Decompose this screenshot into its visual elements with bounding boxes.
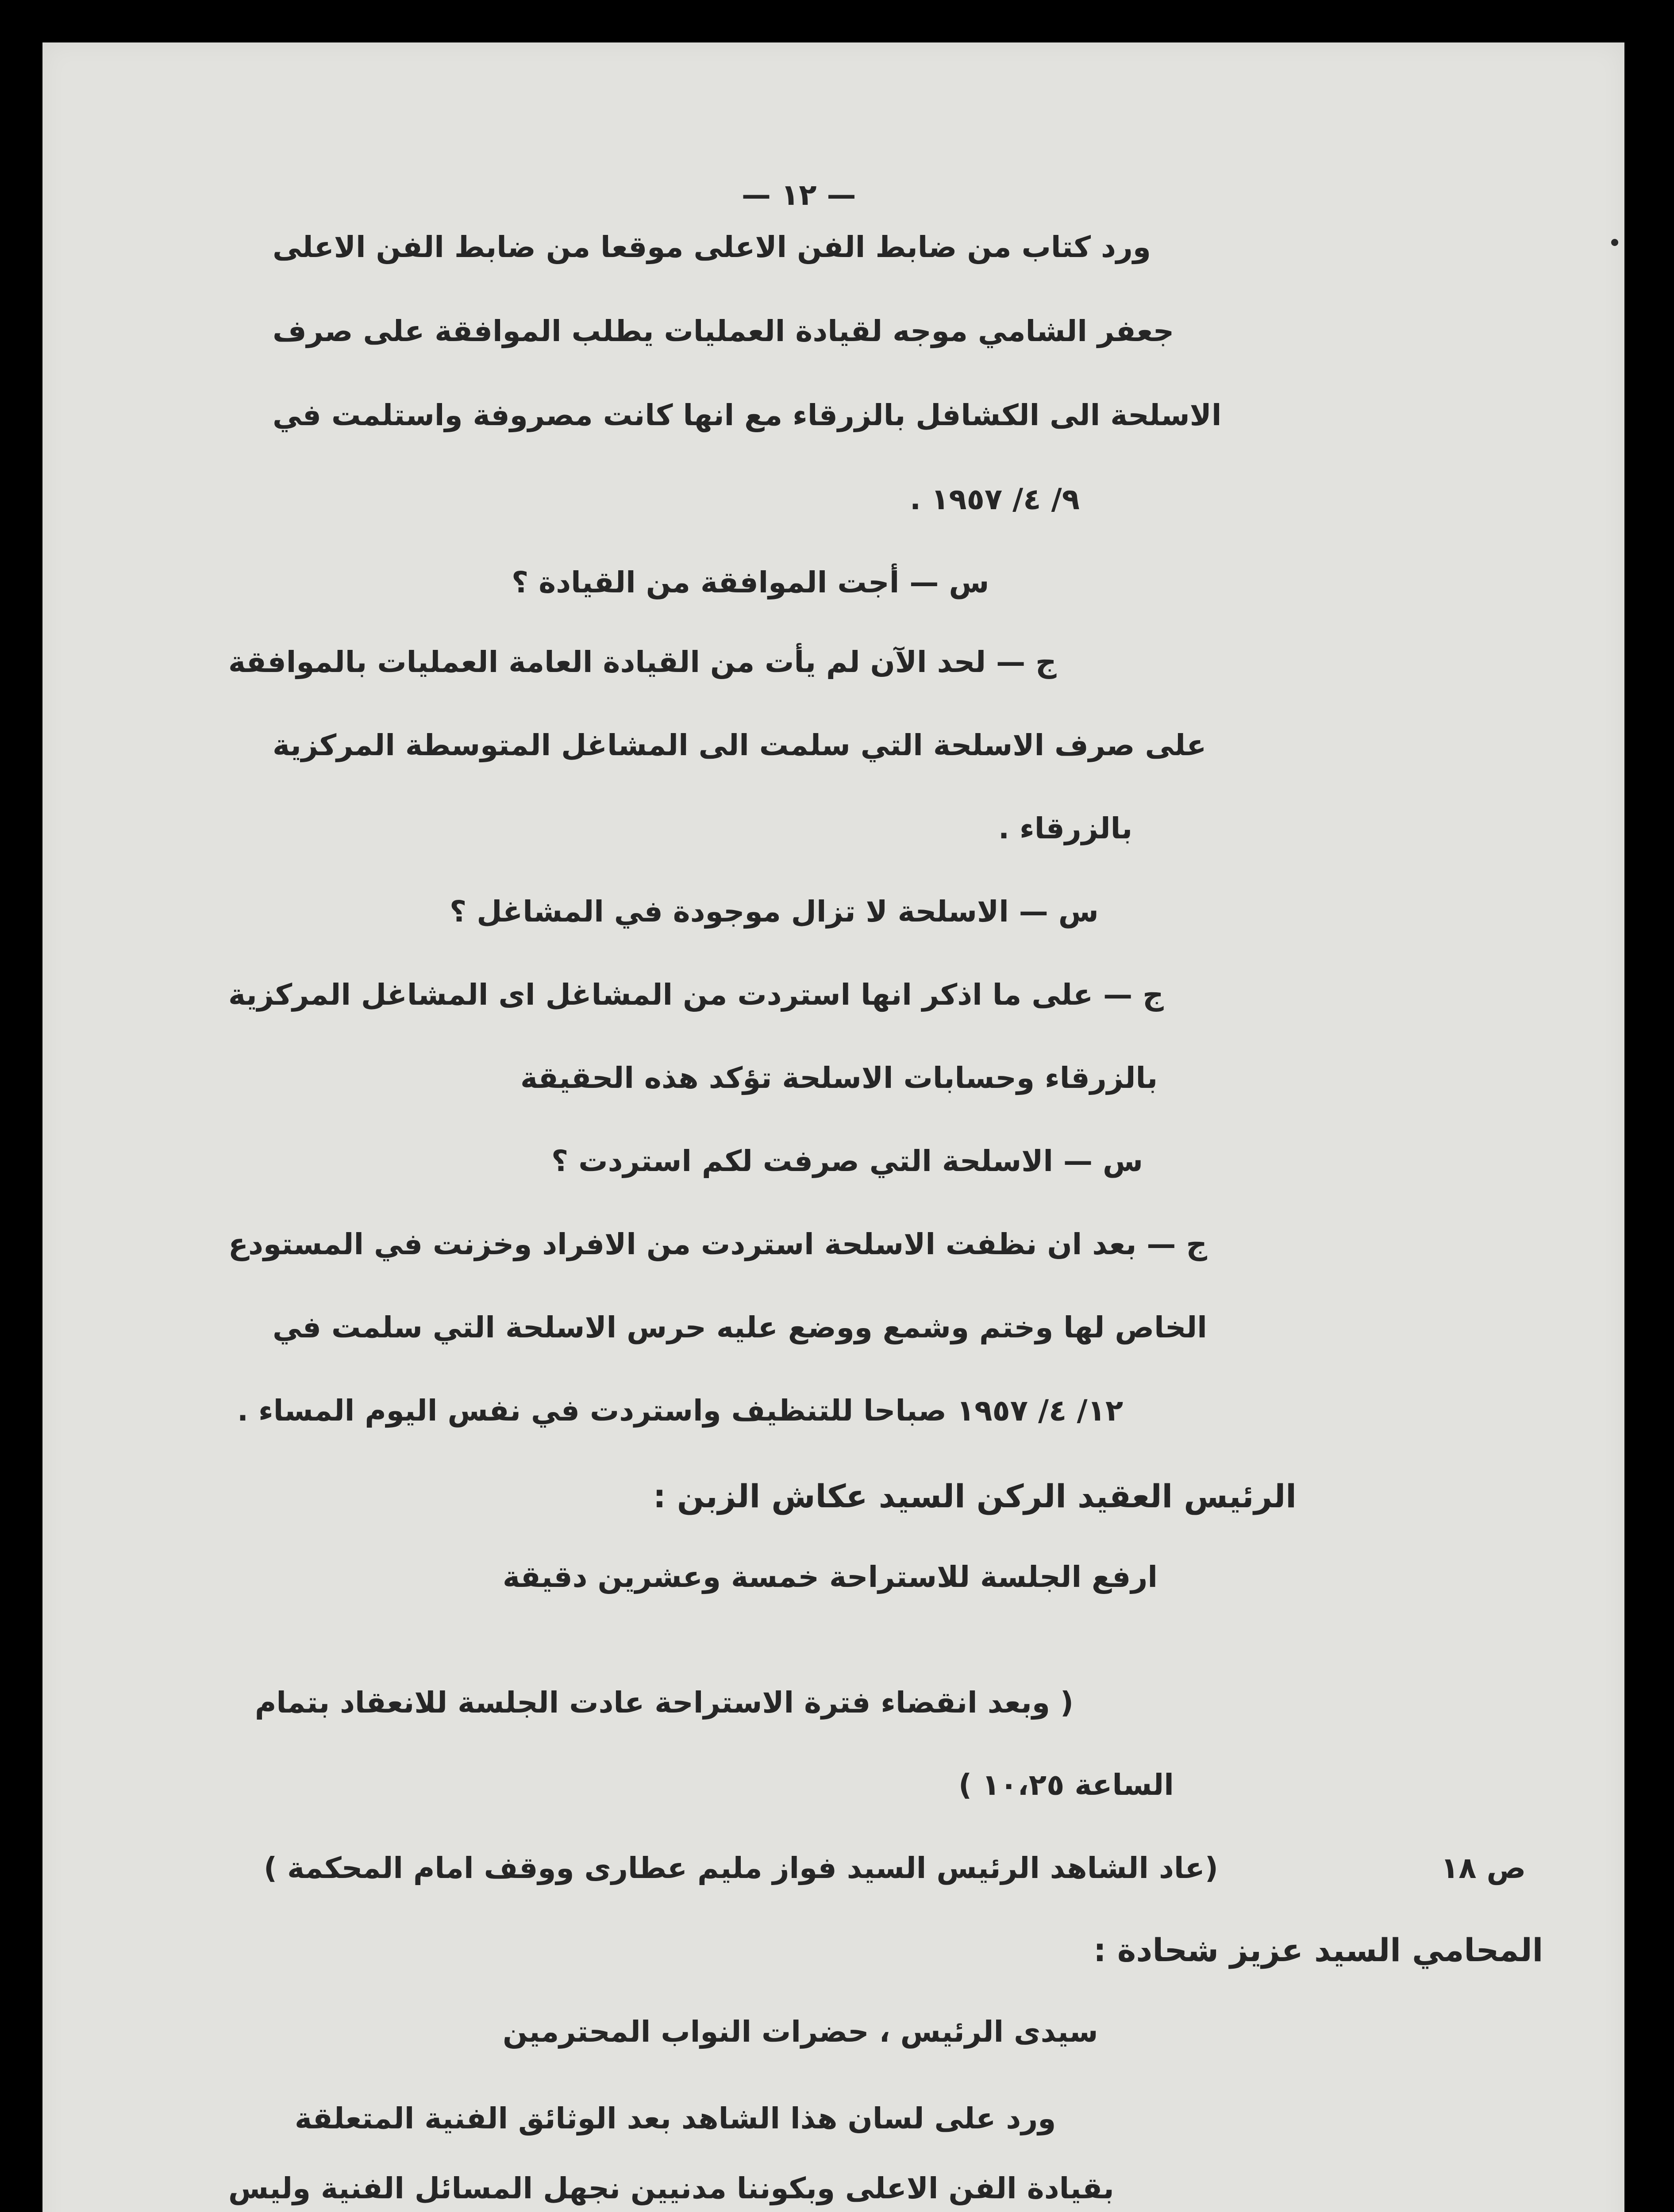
question-line-3: س — الاسلحة التي صرفت لكم استردت ؟ [551, 1144, 1143, 1178]
speaker-lawyer: المحامي السيد عزيز شحادة : [1093, 1932, 1543, 1969]
text-line-4: ٩/ ٤/ ١٩٥٧ . [910, 482, 1080, 516]
page-number: — ١٢ — [742, 178, 856, 212]
margin-dot [1611, 239, 1618, 246]
text-line-2: جعفر الشامي موجه لقيادة العمليات يطلب الموافقة على صرف [273, 314, 1174, 348]
answer-line-3: ج — بعد ان نظفت الاسلحة استردت من الافراد وخزنت في المستودع [228, 1227, 1207, 1261]
text-line-address: سيدى الرئيس ، حضرات النواب المحترمين [503, 2015, 1098, 2049]
bracket-note-2: (عاد الشاهد الرئيس السيد فواز مليم عطارى ووقف امام المحكمة ) [264, 1851, 1218, 1885]
text-line-adjourn: ارفع الجلسة للاستراحة خمسة وعشرين دقيقة [503, 1560, 1158, 1594]
text-line-3: الاسلحة الى الكشافل بالزرقاء مع انها كانت مصروفة واستلمت في [273, 398, 1222, 432]
answer-line-1c: بالزرقاء . [998, 811, 1133, 845]
margin-reference: ص ١٨ [1441, 1851, 1526, 1885]
answer-line-1b: على صرف الاسلحة التي سلمت الى المشاغل المتوسطة المركزية [273, 728, 1207, 762]
answer-line-3b: الخاص لها وختم وشمع ووضع عليه حرس الاسلحة التي سلمت في [273, 1310, 1207, 1344]
text-line-1: ورد كتاب من ضابط الفن الاعلى موقعا من ضابط الفن الاعلى [273, 230, 1151, 264]
bracket-note-1: ( وبعد انقضاء فترة الاستراحة عادت الجلسة للانعقاد بتمام [255, 1686, 1074, 1720]
document-page [42, 42, 1624, 2212]
bracket-note-1b: الساعة ١٠،٢٥ ) [958, 1768, 1174, 1802]
question-line-1: س — أجت الموافقة من القيادة ؟ [512, 565, 989, 599]
question-line-2: س — الاسلحة لا تزال موجودة في المشاغل ؟ [450, 895, 1099, 929]
speaker-president: الرئيس العقيد الركن السيد عكاش الزبن : [653, 1478, 1297, 1515]
answer-line-1: ج — لحد الآن لم يأت من القيادة العامة العمليات بالموافقة [228, 645, 1057, 679]
answer-line-2b: بالزرقاء وحسابات الاسلحة تؤكد هذه الحقيقة [520, 1061, 1158, 1095]
answer-line-3c: ١٢/ ٤/ ١٩٥٧ صباحا للتنظيف واستردت في نفس اليوم المساء . [237, 1394, 1124, 1428]
paragraph-1-line-1: ورد على لسان هذا الشاهد بعد الوثائق الفنية المتعلقة [295, 2101, 1056, 2135]
answer-line-2: ج — على ما اذكر انها استردت من المشاغل اى المشاغل المركزية [228, 978, 1164, 1012]
paragraph-1-line-2: بقيادة الفن الاعلى وبكوننا مدنيين نجهل المسائل الفنية وليس [228, 2171, 1114, 2205]
